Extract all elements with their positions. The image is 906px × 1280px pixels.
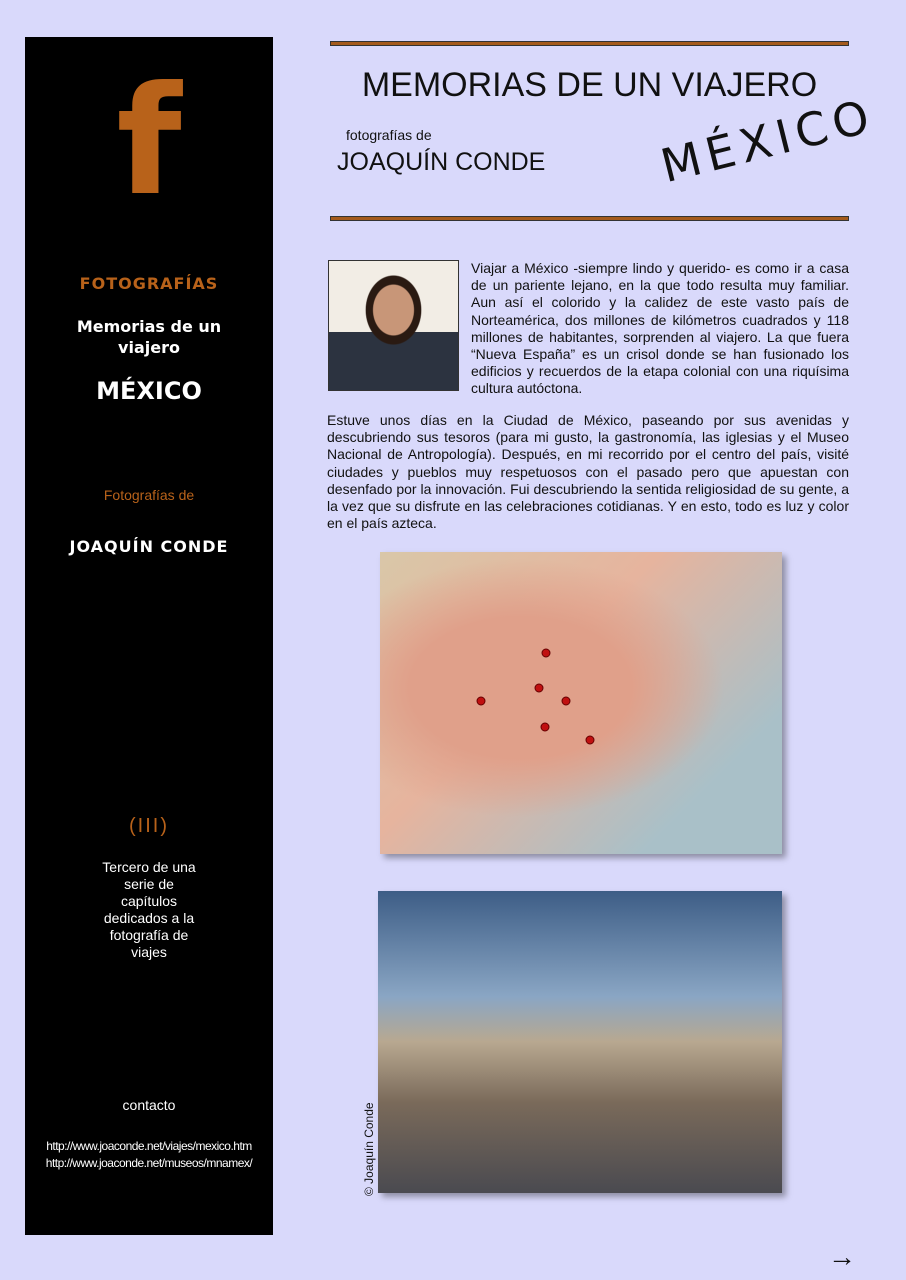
subtitle: fotografías de	[346, 127, 432, 143]
country-label: MÉXICO	[96, 377, 202, 405]
country-title: MÉXICO	[655, 88, 881, 194]
map-pin	[541, 723, 549, 731]
logo-icon: f	[116, 55, 182, 229]
contact-link[interactable]: http://www.joaconde.net/museos/mnamex/	[45, 1156, 253, 1170]
author-name: JOAQUÍN CONDE	[69, 537, 229, 556]
contact-label: contacto	[122, 1097, 176, 1113]
travel-paragraph: Estuve unos días en la Ciudad de México, paseando por sus avenidas y descubriendo sus tesoros (para mi gusto, la gastronomía, las iglesias y el Museo Nacional de Antropología). Después, en mi recorrido por el centro del país, visité ciudades y pueblos muy respetuosos con el pasado pero que apuestan con desenfado por la innovación. Fui descubriendo la sentida religiosidad de su gente, a la vez que su disfrute en las celebraciones cotidianas. Y en esto, todo es luz y color en el país azteca.	[327, 412, 849, 532]
photos-by-label: Fotografías de	[103, 487, 195, 503]
section-label: FOTOGRAFÍAS	[79, 274, 219, 293]
top-divider	[330, 41, 849, 46]
series-description: Tercero de una serie de capítulos dedicados a la fotografía de viajes	[102, 859, 196, 960]
map-pin	[562, 697, 570, 705]
bottom-divider	[330, 216, 849, 221]
sidebar	[25, 37, 273, 1235]
page-title: MEMORIAS DE UN VIAJERO	[361, 66, 818, 104]
map-pin	[535, 684, 543, 692]
map-pin	[586, 736, 594, 744]
map-pins	[380, 552, 782, 854]
map-pin	[542, 649, 550, 657]
chapter-number: (III)	[129, 815, 169, 837]
photo-copyright: © Joaquín Conde	[362, 1102, 376, 1196]
contact-link[interactable]: http://www.joaconde.net/viajes/mexico.htm	[46, 1139, 252, 1153]
cathedral-photo	[378, 891, 782, 1193]
header-author: JOAQUÍN CONDE	[337, 148, 546, 176]
map-pin	[477, 697, 485, 705]
author-portrait	[328, 260, 459, 391]
next-page-arrow-icon[interactable]: →	[828, 1241, 856, 1272]
series-title: Memorias de un viajero	[76, 317, 222, 357]
intro-paragraph: Viajar a México -siempre lindo y querido- es como ir a casa de un pariente lejano, en la que todo resulta muy familiar. Aun así el colorido y la calidez de este vasto país de Norteamérica, dos millones de kilómetros cuadrados y 118 millones de habitantes, sorprenden al viajero. La que fuera “Nueva España” es un crisol donde se han fusionado los edificios y recuerdos de la etapa colonial con una riquísima cultura autóctona.	[471, 260, 849, 397]
mexico-map-image	[380, 552, 782, 854]
